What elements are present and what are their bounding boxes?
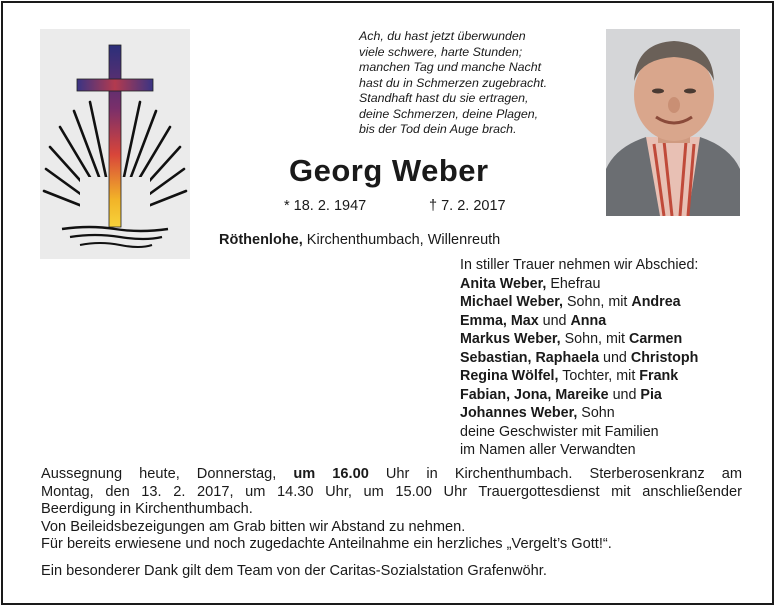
service-line: Beerdigung in Kirchenthumbach. xyxy=(41,501,253,517)
list-item xyxy=(460,275,698,294)
poem-line: Standhaft hast du sie ertragen, xyxy=(359,91,529,105)
mourner-name: Sebastian, Raphaela xyxy=(460,349,600,366)
place-rest: Kirchenthumbach, Willenreuth xyxy=(302,232,501,248)
mourner-name: Markus Weber, xyxy=(460,331,561,347)
place-primary: Röthenlohe, xyxy=(219,232,303,248)
mourner-name: Pia xyxy=(640,386,662,403)
birth-date: * 18. 2. 1947 xyxy=(284,198,367,214)
service-text: Uhr in Kirchenthumbach. Sterberosenkranz am xyxy=(368,466,742,482)
mourner-name: Fabian, Jona, Mareike xyxy=(460,386,609,403)
service-line: Von Beileidsbezeigungen am Grab bitten wir Abstand zu nehmen. xyxy=(41,518,466,535)
mourner-name: Emma, Max xyxy=(460,312,539,329)
mourner-relation: und xyxy=(599,349,631,366)
mourner-relation: Sohn xyxy=(577,405,615,421)
service-details xyxy=(41,466,742,580)
thanks-line: Ein besonderer Dank gilt dem Team von der Caritas-Sozialstation Grafenwöhr. xyxy=(41,562,547,579)
service-line xyxy=(41,466,742,484)
poem-line: viele schwere, harte Stunden; xyxy=(359,44,523,59)
mourner-relation: Sohn, mit xyxy=(563,294,632,310)
mourner-name: Andrea xyxy=(631,294,681,310)
deceased-name: Georg Weber xyxy=(289,153,489,188)
mourner-relation: Ehefrau xyxy=(546,275,601,292)
mourner-relation: Tochter, mit xyxy=(558,368,640,384)
list-item xyxy=(460,312,698,331)
places-line xyxy=(219,232,500,248)
mourner-name: Anita Weber, xyxy=(460,275,547,292)
portrait-photo xyxy=(606,29,740,216)
mourners-list xyxy=(460,256,698,460)
mourner-name: Regina Wölfel, xyxy=(460,368,559,384)
poem-line: bis der Tod dein Auge brach. xyxy=(359,122,517,136)
cross-sunrise-image xyxy=(40,29,190,259)
cross-icon xyxy=(40,29,190,259)
list-item: deine Geschwister mit Familien xyxy=(460,423,659,440)
service-text: Aussegnung heute, Donnerstag, xyxy=(41,466,294,482)
list-item xyxy=(460,367,698,386)
poem-verse xyxy=(359,29,599,138)
death-date: † 7. 2. 2017 xyxy=(429,198,506,214)
mourner-relation: Sohn, mit xyxy=(560,331,629,347)
mourner-relation: und xyxy=(608,386,641,403)
mourner-name: Christoph xyxy=(630,349,699,366)
mourners-intro: In stiller Trauer nehmen wir Abschied: xyxy=(460,257,699,273)
list-item xyxy=(460,386,698,405)
obituary-notice xyxy=(1,1,774,605)
poem-line: manchen Tag und manche Nacht xyxy=(359,60,542,74)
list-item xyxy=(460,293,698,312)
mourner-name: Frank xyxy=(639,368,679,384)
mourner-name: Anna xyxy=(570,312,607,329)
service-time: um 16.00 xyxy=(293,466,369,482)
list-item xyxy=(460,404,698,423)
service-line: Für bereits erwiesene und noch zugedachte Anteilnahme ein herzliches „Vergelt’s Gott!“. xyxy=(41,536,612,552)
mourner-name: Johannes Weber, xyxy=(460,405,578,421)
list-item: im Namen aller Verwandten xyxy=(460,442,636,458)
poem-line: deine Schmerzen, deine Plagen, xyxy=(359,106,539,121)
service-line: Montag, den 13. 2. 2017, um 14.30 Uhr, um 15.00 Uhr Trauergottesdienst mit anschließender xyxy=(41,483,742,500)
mourner-name: Carmen xyxy=(629,331,683,347)
poem-line: hast du in Schmerzen zugebracht. xyxy=(359,75,548,90)
mourner-relation: und xyxy=(538,312,571,329)
list-item xyxy=(460,330,698,349)
list-item xyxy=(460,349,698,368)
mourner-name: Michael Weber, xyxy=(460,294,564,310)
poem-line: Ach, du hast jetzt überwunden xyxy=(359,29,526,43)
